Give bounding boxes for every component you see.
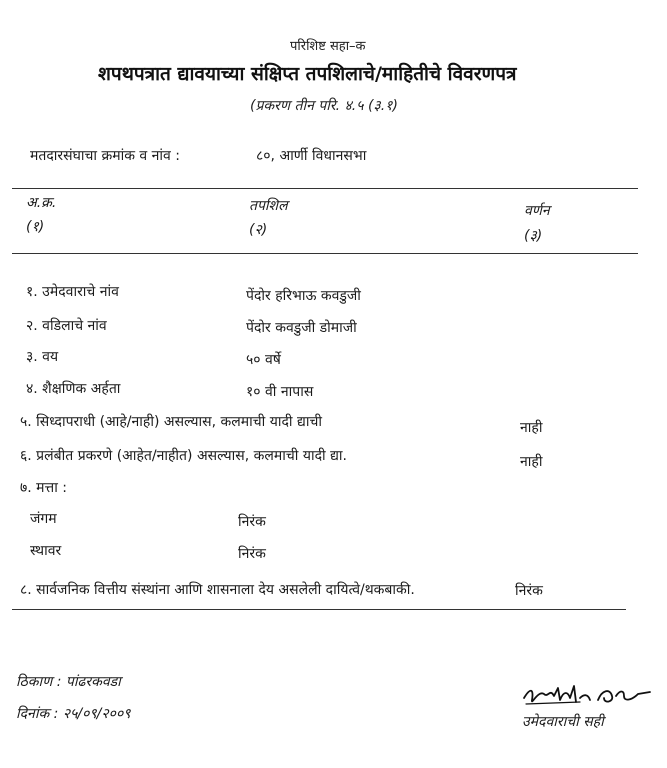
row-detail: निरंक	[238, 546, 266, 562]
signature-label: उमेदवाराची सही	[522, 714, 604, 730]
col-header-serial-num: (१)	[26, 219, 45, 235]
col-header-serial: अ.क्र.	[26, 195, 57, 211]
place-line: ठिकाण : पांढरकवडा	[16, 674, 121, 690]
row-detail: निरंक	[238, 514, 266, 530]
col-header-details: तपशिल	[249, 198, 288, 214]
row-label: जंगम	[30, 511, 57, 527]
row-description: निरंक	[515, 583, 543, 599]
row-label: स्थावर	[30, 543, 62, 559]
page-subtitle: (प्रकरण तीन परि. ४.५ (३.१)	[250, 98, 398, 114]
row-description: नाही	[520, 454, 543, 470]
table-top-rule	[12, 188, 638, 189]
col-header-details-num: (२)	[249, 222, 268, 238]
row-label: १. उमेदवाराचे नांव	[26, 284, 119, 300]
handwritten-signature-icon	[520, 680, 655, 710]
annex-label: परिशिष्ट सहा–क	[290, 39, 366, 54]
row-label: ६. प्रलंबीत प्रकरणे (आहेत/नाहीत) असल्यास, कलमाची यादी द्या.	[20, 448, 347, 464]
page-title: शपथपत्रात द्यावयाच्या संक्षिप्त तपशिलाचे/माहितीचे विवरणपत्र	[98, 63, 517, 85]
row-detail: पेंदोर कवडुजी डोमाजी	[246, 320, 357, 336]
row-detail: ५० वर्षे	[246, 352, 281, 368]
row-label: ७. मत्ता :	[20, 480, 68, 496]
row-label: ५. सिध्दापराधी (आहे/नाही) असल्यास, कलमाची यादी द्याची	[20, 414, 322, 430]
row-label: ८. सार्वजनिक वित्तीय संस्थांना आणि शासनाला देय असलेली दायित्वे/थकबाकी.	[20, 582, 415, 598]
row-label: ४. शैक्षणिक अर्हता	[26, 381, 121, 397]
row-detail: १० वी नापास	[246, 384, 314, 400]
row-label: २. वडिलाचे नांव	[26, 318, 107, 334]
row-label: ३. वय	[26, 349, 59, 365]
constituency-label: मतदारसंघाचा क्रमांक व नांव :	[30, 148, 181, 164]
col-header-description: वर्णन	[524, 203, 550, 219]
table-bottom-rule	[12, 609, 626, 610]
col-header-description-num: (३)	[524, 228, 543, 244]
table-header-rule	[12, 253, 638, 254]
row-description: नाही	[520, 420, 543, 436]
row-detail: पेंदोर हरिभाऊ कवडुजी	[246, 288, 361, 304]
date-line: दिनांक : २५/०९/२००९	[16, 706, 131, 722]
constituency-value: ८०, आर्णी विधानसभा	[256, 148, 367, 164]
